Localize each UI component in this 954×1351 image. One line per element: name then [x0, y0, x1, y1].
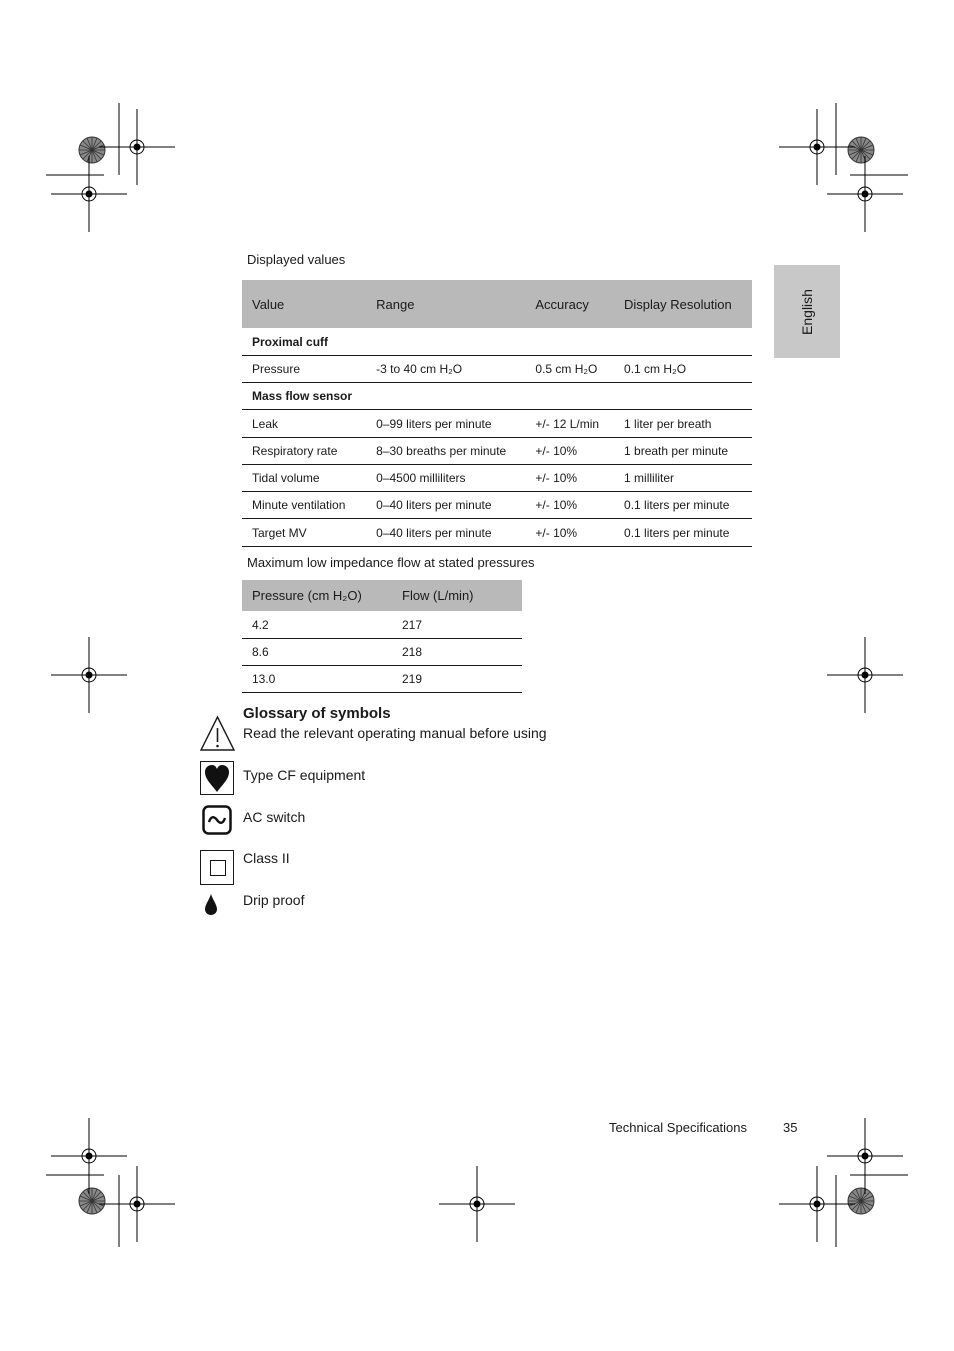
cell: 0–40 liters per minute	[366, 519, 525, 547]
language-tab-label: English	[799, 288, 815, 335]
cell: 0.1 liters per minute	[614, 519, 752, 547]
warning-triangle-icon	[199, 715, 236, 752]
cell: 1 liter per breath	[614, 410, 752, 438]
table-row	[242, 519, 752, 547]
table-row	[242, 639, 522, 666]
glossary-item-text: AC switch	[243, 809, 306, 825]
table-row	[242, 611, 522, 639]
cell: +/- 10%	[525, 519, 614, 547]
flow-table	[242, 580, 522, 693]
cell: 0–40 liters per minute	[366, 492, 525, 519]
cell: 4.2	[242, 611, 392, 639]
cell: 219	[392, 666, 522, 693]
table-header-row	[242, 580, 522, 611]
cell: -3 to 40 cm H₂O	[366, 356, 525, 383]
cell: +/- 10%	[525, 465, 614, 492]
cell: +/- 12 L/min	[525, 410, 614, 438]
cell: 8.6	[242, 639, 392, 666]
cell: 217	[392, 611, 522, 639]
cell: Minute ventilation	[242, 492, 366, 519]
table-row	[242, 492, 752, 519]
cell: 0.5 cm H₂O	[525, 356, 614, 383]
cell: Leak	[242, 410, 366, 438]
column-header-accuracy: Accuracy	[525, 280, 614, 328]
table-row	[242, 356, 752, 383]
cell: 0.1 cm H₂O	[614, 356, 752, 383]
cell: 1 breath per minute	[614, 438, 752, 465]
displayed-values-table	[242, 280, 752, 547]
cell: 218	[392, 639, 522, 666]
section-row	[242, 328, 752, 356]
table-row	[242, 410, 752, 438]
glossary-item-text: Class II	[243, 850, 290, 866]
flow-table-caption: Maximum low impedance flow at stated pressures	[247, 555, 535, 570]
drip-proof-icon	[203, 893, 219, 917]
cell: Respiratory rate	[242, 438, 366, 465]
glossary-item-text: Drip proof	[243, 892, 305, 908]
language-tab	[774, 265, 840, 358]
cell: Tidal volume	[242, 465, 366, 492]
column-header-pressure: Pressure (cm H₂O)	[242, 580, 392, 611]
cell: 0–4500 milliliters	[366, 465, 525, 492]
table-header-row	[242, 280, 752, 328]
footer-section-title: Technical Specifications	[609, 1120, 748, 1135]
column-header-range: Range	[366, 280, 525, 328]
table-row	[242, 666, 522, 693]
glossary-item-text: Type CF equipment	[243, 767, 366, 783]
cell: 13.0	[242, 666, 392, 693]
cell: +/- 10%	[525, 438, 614, 465]
table-row	[242, 438, 752, 465]
section-title-proximal-cuff: Proximal cuff	[242, 328, 752, 356]
glossary-title: Glossary of symbols	[243, 705, 391, 722]
cell: Target MV	[242, 519, 366, 547]
column-header-flow: Flow (L/min)	[392, 580, 522, 611]
class-ii-square-icon	[200, 850, 234, 885]
cell: 1 milliliter	[614, 465, 752, 492]
section-row	[242, 383, 752, 410]
heart-type-cf-icon	[200, 761, 234, 795]
cell: Pressure	[242, 356, 366, 383]
column-header-display-resolution: Display Resolution	[614, 280, 752, 328]
cell: +/- 10%	[525, 492, 614, 519]
table-row	[242, 465, 752, 492]
column-header-value: Value	[242, 280, 366, 328]
glossary-item-text: Read the relevant operating manual before using	[243, 725, 547, 741]
page-number: 35	[783, 1120, 798, 1135]
ac-switch-icon	[202, 805, 232, 835]
displayed-values-caption: Displayed values	[247, 252, 346, 267]
cell: 0.1 liters per minute	[614, 492, 752, 519]
section-title-mass-flow-sensor: Mass flow sensor	[242, 383, 752, 410]
cell: 8–30 breaths per minute	[366, 438, 525, 465]
cell: 0–99 liters per minute	[366, 410, 525, 438]
